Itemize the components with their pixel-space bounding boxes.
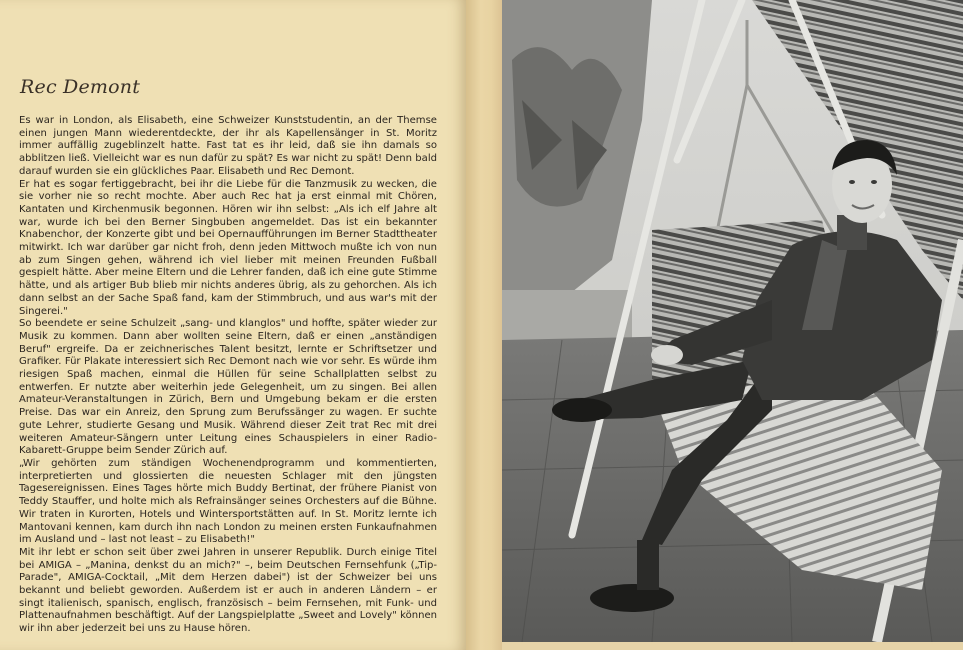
article-paragraph: „Wir gehörten zum ständigen Wochenendprogramm und kommentierten, interpretierten und glossierten die neuesten Schlager mit den jüngsten Tagesereignissen. Eines Tages hörte mich Buddy Bertinat, der frühere Pianist von Teddy Stauffer, und holte mich als Refrainsänger seines Orchesters auf die Bühne. Wir traten in Kurorten, Hotels und Wintersportstätten auf. In St. Moritz lernte ich Mantovani kennen, kam durch ihn nach London zu meinen ersten Funkaufnahmen im Ausland und – last not least – zu Elisabeth!"	[19, 457, 437, 546]
left-page	[0, 0, 466, 650]
article-title: Rec Demont	[20, 76, 141, 98]
article-paragraph: Er hat es sogar fertiggebracht, bei ihr die Liebe für die Tanzmusik zu wecken, die sie vorher nie so recht mochte. Aber auch Rec hat ja erst einmal mit Chören, Kantaten und Kirchenmusik begonnen. Hören wir ihn selbst: „Als ich elf Jahre alt war, wurde ich bei den Berner Singbuben angemeldet. Das ist ein bekannter Knabenchor, der Konzerte gibt und bei Opernaufführungen im Berner Stadttheater mitwirkt. Ich war darüber gar nicht froh, denn jeden Mittwoch mußte ich von nun ab zum Singen gehen, während ich viel lieber mit meinen Freunden Fußball gespielt hätte. Aber meine Eltern und die Lehrer fanden, daß ich eine gute Stimme hätte, und als artiger Bub blieb mir nichts anderes übrig, als zu gehorchen. Als ich dann selbst an der Sache Spaß fand, kam der Stimmbruch, und aus war's mit der Singerei."	[19, 178, 437, 317]
book-gutter	[466, 0, 502, 650]
portrait-photo	[502, 0, 963, 642]
article-paragraph: Es war in London, als Elisabeth, eine Schweizer Kunststudentin, an der Themse einen jungen Mann wiederentdeckte, der ihr als Kapellensänger in St. Moritz immer auffällig zugeblinzelt hatte. Fast tat es ihr leid, daß sie ihn damals so abblitzen ließ. Vielleicht war es nun dafür zu spät? Es war nicht zu spät! Denn bald darauf wurden sie ein glückliches Paar. Elisabeth und Rec Demont.	[19, 115, 437, 177]
article-paragraph: So beendete er seine Schulzeit „sang- und klanglos" und hoffte, später wieder zur Musik zu kommen. Dann aber wollten seine Eltern, daß er einen „anständigen Beruf" ergreife. Da er zeichnerisches Talent besitzt, lernte er Schriftsetzer und Grafiker. Für Plakate interessiert sich Rec Demont nach wie vor sehr. Es würde ihm riesigen Spaß machen, einmal die Hüllen für seine Schallplatten selbst zu entwerfen. Er nutzte aber weiterhin jede Gelegenheit, um zu singen. Bei allen Amateur-Veranstaltungen in Zürich, Bern und Umgebung bekam er die ersten Preise. Das war ein Anreiz, den Sprung zum Berufssänger zu wagen. Er suchte gute Lehrer, studierte Gesang und Musik. Während dieser Zeit trat Rec mit drei weiteren Amateur-Sängern unter Leitung eines Schauspielers in einer Radio-Kabarett-Gruppe beim Sender Zürich auf.	[19, 318, 437, 457]
article-body	[19, 115, 437, 636]
article-paragraph: Mit ihr lebt er schon seit über zwei Jahren in unserer Republik. Durch einige Titel bei AMIGA – „Manina, denkst du an mich?" –, beim Deutschen Fernsehfunk („Tip-Parade", AMIGA-Cocktail, „Mit dem Herzen dabei") ist der Schweizer bei uns bekannt und beliebt geworden. Außerdem ist er auch in anderen Ländern – er singt italienisch, spanisch, englisch, französisch – beim Fernsehen, mit Funk- und Plattenaufnahmen beschäftigt. Auf der Langspielplatte „Sweet and Lovely" können wir ihn aber jederzeit bei uns zu Hause hören.	[19, 546, 437, 635]
